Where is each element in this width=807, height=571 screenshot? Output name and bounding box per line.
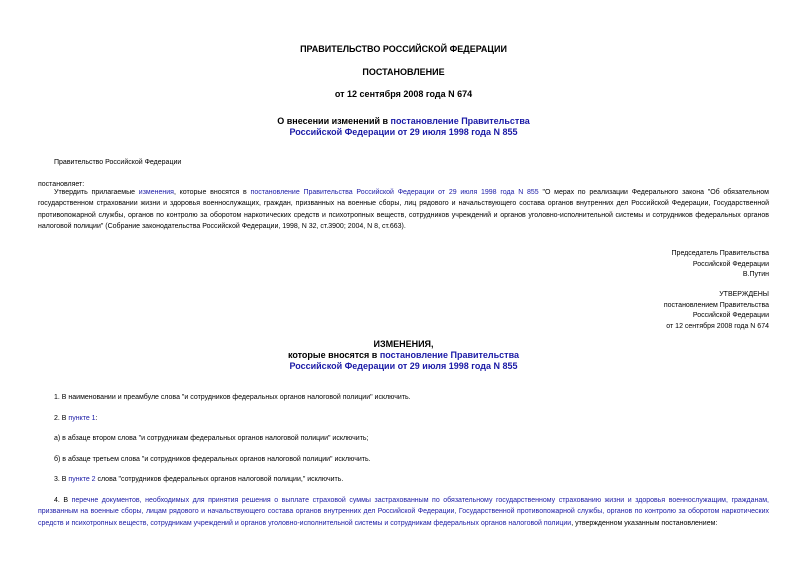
intro-text: Правительство Российской Федерации xyxy=(54,159,182,166)
doc-date: от 12 сентября 2008 года N 674 xyxy=(334,89,473,99)
signature-block xyxy=(569,249,769,281)
item4-text-b: , утвержденном указанным постановлением: xyxy=(571,519,718,527)
documents-list-link[interactable]: перечне документов, необходимых для принятия решения о выплате страховой суммы застрахованным по обязательному государственному страхованию жизни и здоровья военнослужащим, гражданам, призванным на военные сборы, лицам рядового и начальствующего состава органов внутренних дел Российской Федерации, Государственной противопожарной службы, органов по контролю за оборотом наркотических средств и психотропных веществ, сотрудникам учреждений и органов уголовно-исполнительной системы и сотрудникам федеральных органов налоговой полиции xyxy=(38,497,769,527)
para1-text-a: Утвердить прилагаемые xyxy=(54,189,139,196)
approval-block xyxy=(569,290,769,332)
item4-text-a: 4. В xyxy=(54,497,72,504)
doc-title xyxy=(0,116,807,138)
item3-text-b: слова "сотрудников федеральных органов налоговой полиции," исключить. xyxy=(95,476,344,483)
approval-line-2: постановлением Правительства xyxy=(663,301,769,309)
clause-1-link[interactable]: пункте 1 xyxy=(68,415,96,422)
decree-855-link[interactable]: постановление Правительства Российской Федерации от 29 июля 1998 года N 855 xyxy=(250,189,539,196)
item-4 xyxy=(38,495,769,529)
item-2 xyxy=(54,413,98,424)
clause-2-link[interactable]: пункте 2 xyxy=(68,476,96,483)
approval-line-4: от 12 сентября 2008 года N 674 xyxy=(666,322,769,330)
changes-sub-link-cont[interactable]: Российской Федерации от 29 июля 1998 года N 855 xyxy=(289,361,518,371)
signature-name: В.Путин xyxy=(742,271,769,278)
decree-word: постановляет: xyxy=(38,181,85,188)
item-2a: а) в абзаце втором слова "и сотрудникам федеральных органов налоговой полиции" исключить; xyxy=(54,435,369,442)
para1-text-b: , которые вносятся в xyxy=(173,189,251,196)
signature-line-2: Российской Федерации xyxy=(692,260,769,268)
main-paragraph xyxy=(38,187,769,232)
changes-heading xyxy=(0,339,807,372)
item2-text-a: 2. В xyxy=(54,415,69,422)
signature-line-1: Председатель Правительства xyxy=(671,250,769,257)
item-1: 1. В наименовании и преамбуле слова "и сотрудников федеральных органов налоговой полиции" исключить. xyxy=(54,394,411,401)
org-heading: ПРАВИТЕЛЬСТВО РОССИЙСКОЙ ФЕДЕРАЦИИ xyxy=(300,44,507,54)
item-3 xyxy=(54,474,343,485)
title-link-decree-cont[interactable]: Российской Федерации от 29 июля 1998 года N 855 xyxy=(289,127,518,137)
item3-text-a: 3. В xyxy=(54,476,69,483)
changes-sub-plain: которые вносятся в xyxy=(287,350,380,360)
changes-title: ИЗМЕНЕНИЯ, xyxy=(373,339,434,349)
doc-type-heading: ПОСТАНОВЛЕНИЕ xyxy=(362,67,445,77)
para1-text-c: "О мерах по реализации Федерального закона "Об обязательном государственном страховании жизни и здоровья военнослужащих, граждан, призванных на военные сборы, лиц рядового и начальствующего состава органов внутренних дел Российской Федерации, Государственной противопожарной службы, органов по контролю за оборотом наркотических средств и психотропных веществ, сотрудников учреждений и органов уголовно-исполнительной системы и сотрудников федеральных органов налоговой полиции" (Собрание законодательства Российской Федерации, 1998, N 32, ст.3900; 2004, N 8, ст.663). xyxy=(38,189,769,230)
changes-link[interactable]: изменения xyxy=(138,189,174,196)
item2-text-b: : xyxy=(95,415,98,422)
title-link-decree[interactable]: постановление Правительства xyxy=(390,116,530,126)
approval-line-1: УТВЕРЖДЕНЫ xyxy=(719,291,769,298)
changes-sub-link[interactable]: постановление Правительства xyxy=(379,350,520,360)
item-2b: б) в абзаце третьем слова "и сотрудников федеральных органов налоговой полиции" исключить. xyxy=(54,456,371,463)
approval-line-3: Российской Федерации xyxy=(692,312,769,319)
title-plain: О внесении изменений в xyxy=(277,116,391,126)
